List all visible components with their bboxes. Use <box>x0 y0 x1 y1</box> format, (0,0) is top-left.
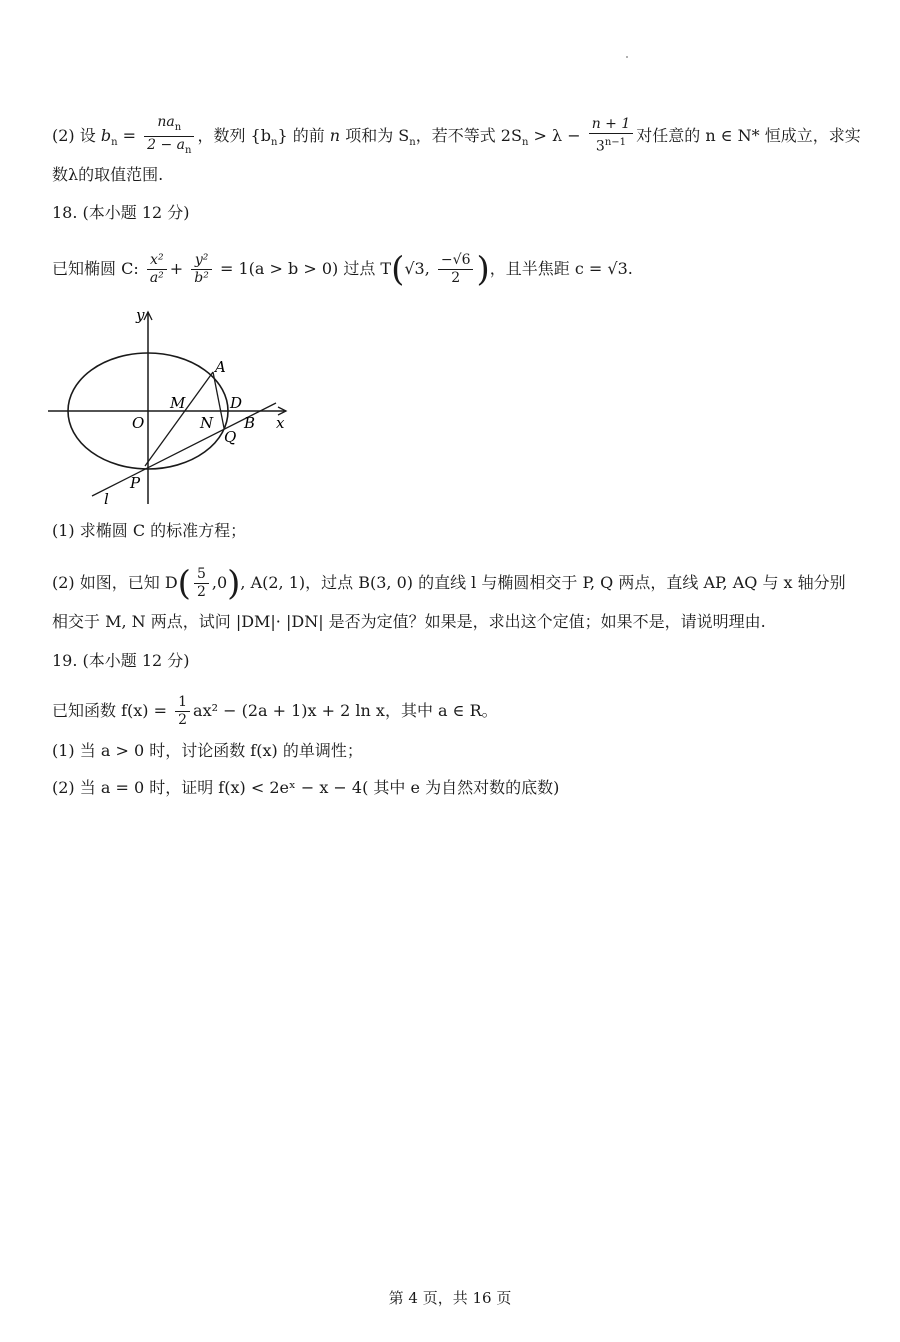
text: 对任意的 n ∈ N* 恒成立，求实 <box>636 125 861 145</box>
point-y-fraction <box>438 252 474 287</box>
text: n−1 <box>604 137 627 149</box>
q18-part2-line1: (2) 如图，已知 D( $\frac{5}{2}$ ,0), A(2, 1)，过点 B(3, 0) 的直线 l 与椭圆相交于 P, Q 两点，直线 AP, AQ 与 x 轴分别 <box>52 563 846 604</box>
q18-part2-line2: 相交于 M, N 两点，试问 |DM|· |DN| 是否为定值？如果是，求出这个定值；如果不是，请说明理由. <box>52 612 766 631</box>
label-D: D <box>230 394 243 412</box>
text: ,0 <box>211 573 228 592</box>
text: 2 <box>196 584 206 600</box>
text: ，数列 {b <box>197 125 271 145</box>
label-Q: Q <box>224 428 237 446</box>
label-l: l <box>104 490 109 508</box>
q18-heading: 18. (本小题 12 分) <box>52 203 190 222</box>
text: (2) 设 <box>52 125 101 145</box>
text: = 1(a > b > 0) 过点 T <box>219 259 392 278</box>
bn-fraction: $\frac{na_n}{2 - a_n}$ <box>144 114 194 159</box>
page-footer: 第 4 页，共 16 页 <box>388 1289 512 1307</box>
text: 5 <box>194 566 209 584</box>
text: 已知函数 f(x) = <box>52 701 168 720</box>
q18-intro: 已知椭圆 C: $\frac{\text{x²}}{\text{a²}}$ + $\frac{\text{y²}}{\text{b²}}$ = 1(a > b > 0) 过点 T(√3, $\frac{-√6}{2}$ )，且半焦距 c = √3. <box>52 249 633 290</box>
text: na <box>157 114 175 130</box>
text: > λ − <box>528 125 581 145</box>
scan-speck <box>626 56 628 58</box>
text: 1 <box>175 694 190 712</box>
ellipse-y-fraction <box>191 252 212 287</box>
text: 2 − a <box>147 136 186 153</box>
label-P: P <box>130 474 141 492</box>
q17-part2-line1: (2) 设 $b_n$ = $\frac{na_n}{2 - a_n}$ ，数列 $\{b_n\}$ 的前 n 项和为 $S_n$，若不等式 $2S_n > \lambda$ − $\frac{n + 1}{3^{n-1}}$ 对任意的 n ∈ N* 恒成立，求实 <box>52 114 861 159</box>
text: 2 <box>451 270 461 286</box>
ellipse-figure <box>48 304 298 514</box>
q19-part2: (2) 当 a = 0 时，证明 f(x) < 2eˣ − x − 4( 其中 e 为自然对数的底数) <box>52 778 560 797</box>
label-y: y <box>136 306 145 324</box>
q19-intro <box>52 694 498 729</box>
ellipse-x-fraction <box>147 252 167 287</box>
label-O: O <box>132 414 145 432</box>
text: n + 1 <box>591 116 631 133</box>
line-AQ <box>213 372 224 428</box>
label-B: B <box>244 414 256 432</box>
text: 3 <box>595 139 605 156</box>
text: 已知椭圆 C: <box>52 259 139 278</box>
half-fraction <box>175 694 190 729</box>
text: , A(2, 1)，过点 B(3, 0) 的直线 l 与椭圆相交于 P, Q 两点，直线 AP, AQ 与 x 轴分别 <box>240 573 846 592</box>
text: a² <box>149 270 164 286</box>
q19-part1: (1) 当 a > 0 时，讨论函数 f(x) 的单调性； <box>52 741 363 760</box>
label-A: A <box>215 358 226 376</box>
text: b² <box>194 270 209 286</box>
text: ，且半焦距 c = √3. <box>489 259 633 278</box>
q17-part2-line2: 数λ的取值范围. <box>52 165 164 184</box>
text: (2) 如图，已知 D <box>52 573 178 592</box>
text: } 的前 <box>277 125 330 145</box>
q18-part1: (1) 求椭圆 C 的标准方程； <box>52 521 247 540</box>
label-M: M <box>170 394 186 412</box>
text: ax² − (2a + 1)x + 2 ln x，其中 a ∈ R。 <box>193 701 498 720</box>
label-x: x <box>276 414 285 432</box>
text: −√6 <box>438 252 474 270</box>
text: ，若不等式 2S <box>415 125 522 145</box>
D-fraction <box>194 566 209 601</box>
text: b <box>100 125 112 145</box>
text: 项和为 S <box>340 125 410 145</box>
q19-heading: 19. (本小题 12 分) <box>52 651 190 670</box>
text: 2 <box>178 712 188 728</box>
text: + <box>169 259 184 278</box>
inequality-fraction <box>589 116 634 156</box>
label-N: N <box>200 414 214 432</box>
text: √3, <box>404 259 430 278</box>
text: y² <box>194 252 209 268</box>
text: x² <box>150 252 164 268</box>
text: n <box>329 125 341 145</box>
